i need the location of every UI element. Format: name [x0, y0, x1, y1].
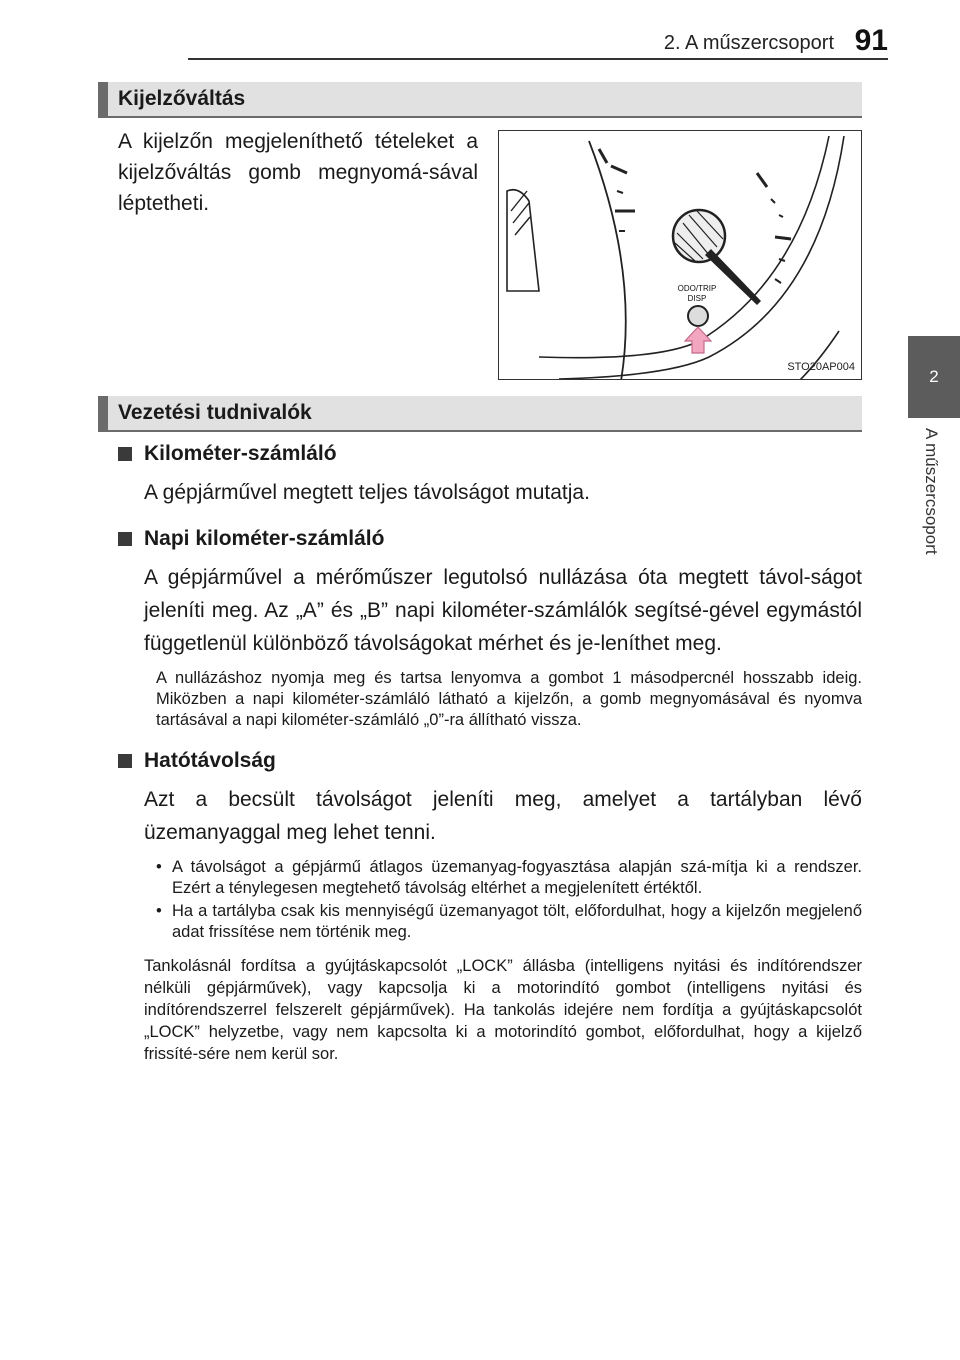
bullet-text: Ha a tartályba csak kis mennyiségű üzemanyagot tölt, előfordulhat, hogy a kijelzőn megjelenő adat frissítése nem történik meg.: [172, 902, 862, 941]
item-heading-range: [118, 749, 862, 773]
square-bullet-icon: [118, 532, 132, 546]
heading-text: Hatótávolság: [144, 749, 276, 772]
odo-trip-button: [688, 306, 708, 326]
left-gauge-outline: [507, 190, 539, 291]
range-bullet: [156, 857, 862, 899]
intro-paragraph: A kijelzőn megjeleníthető tételeket a kijelzőváltás gomb megnyomá-sával léptetheti.: [118, 130, 478, 215]
chapter-tab: 2: [908, 336, 960, 418]
trip-meter-text: A gépjárművel a mérőműszer legutolsó nullázása óta megtett távol-ságot jeleníti meg. Az „A” és „B” napi kilométer-számlálók segítsé-gével egymástól függetlenül különböző távolságokat mérhet és je-leníthet meg.: [144, 566, 862, 655]
figure-code: STO20AP004: [787, 361, 855, 373]
bullet-dot-icon: •: [156, 858, 162, 876]
heading-text: Napi kilométer-számláló: [144, 527, 385, 550]
range-text: Azt a becsült távolságot jeleníti meg, amelyet a tartályban lévő üzemanyaggal meg lehet tenni.: [144, 788, 862, 844]
square-bullet-icon: [118, 754, 132, 768]
section-header-display-switch: Kijelzőváltás: [98, 82, 862, 118]
driving-info-content: [118, 442, 862, 1065]
page-number: 91: [854, 24, 888, 57]
item-heading-odometer: [118, 442, 862, 466]
range-bullet: [156, 901, 862, 943]
trip-meter-note: A nullázáshoz nyomja meg és tartsa lenyomva a gombot 1 másodpercnél hosszabb ideig. Miközben a napi kilométer-számláló látható a kijelzőn, a gomb megnyomásával és nyomva tartásával a napi kilométer-számláló „0”-ra állítható vissza.: [156, 669, 862, 729]
bullet-dot-icon: •: [156, 902, 162, 920]
cluster-illustration: [499, 131, 862, 380]
section-header-driving-info: Vezetési tudnivalók: [98, 396, 862, 432]
square-bullet-icon: [118, 447, 132, 461]
item-heading-trip-meter: [118, 527, 862, 551]
odometer-text: A gépjárművel megtett teljes távolságot mutatja.: [144, 481, 590, 504]
bullet-text: A távolságot a gépjármű átlagos üzemanyag-fogyasztása alapján szá-mítja ki a rendszer. Ezért a ténylegesen megtehető távolság eltérhet a megjelenített értéktől.: [172, 858, 862, 897]
button-label-odo-trip: ODO/TRIP: [677, 284, 717, 293]
button-label-disp: DISP: [687, 294, 707, 303]
needle: [705, 249, 761, 305]
refueling-note: Tankolásnál fordítsa a gyújtáskapcsolót „LOCK” állásba (intelligens nyitási és indítórendszer nélküli gépjárművek), vagy kapcsolja ki a motorindító gombot (intelligens nyitási és indítórendszerrel felszerelt gépjárművek). Ha tankolás idejére nem fordítja a gyújtáskapcsolót „LOCK” helyzetbe, vagy nem kapcsolta ki a motorindító gombot, előfordulhat, hogy a kijelző frissíté-sére nem kerül sor.: [144, 957, 862, 1063]
chapter-tab-label: A műszercsoport: [922, 428, 941, 555]
arrow-icon: [685, 327, 711, 353]
heading-text: Kilométer-számláló: [144, 442, 337, 465]
running-header-section: 2. A műszercsoport: [663, 32, 834, 54]
instrument-cluster-figure: [498, 130, 862, 380]
